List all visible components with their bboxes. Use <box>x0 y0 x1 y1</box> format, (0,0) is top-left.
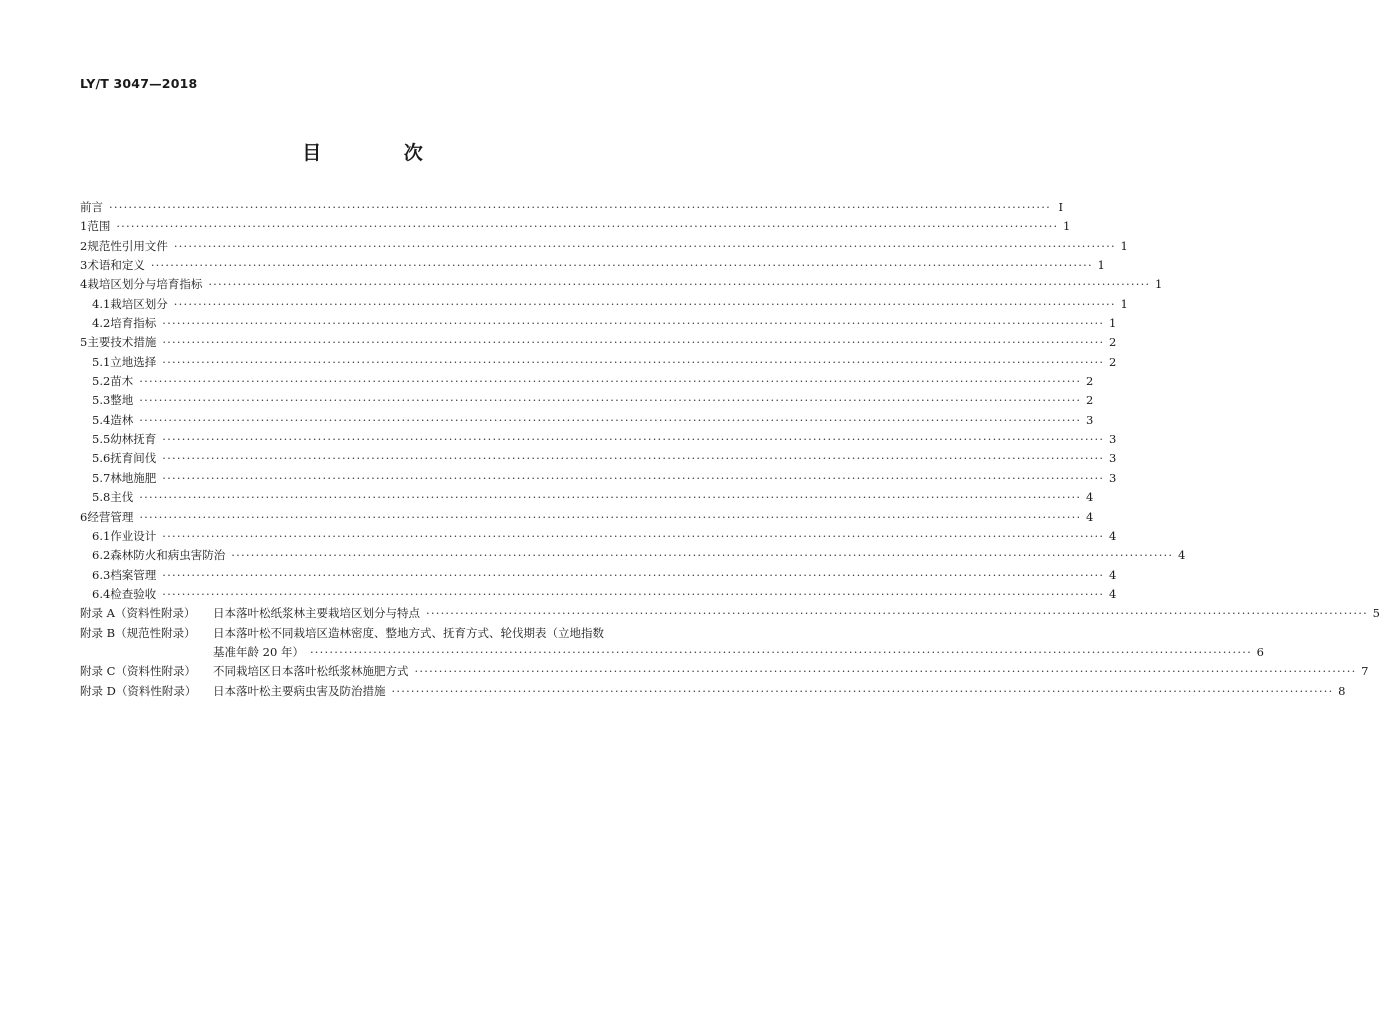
toc-entry-title: 栽培区划分 <box>110 296 168 311</box>
appendix-body <box>213 662 1368 681</box>
toc-entry-title: 立地选择 <box>110 354 157 369</box>
toc-entry-page: 4 <box>1085 490 1094 505</box>
toc-entry[interactable] <box>80 527 1117 546</box>
standard-code: LY/T 3047—2018 <box>80 76 198 91</box>
toc-entry-number: 6 <box>80 509 88 524</box>
toc-entry-page: 4 <box>1177 548 1186 563</box>
toc-entry-number: 3 <box>80 258 88 273</box>
toc-entry-title: 主伐 <box>110 490 134 505</box>
appendix-title: 日本落叶松不同栽培区造林密度、整地方式、抚育方式、轮伐期表（立地指数 <box>213 625 604 640</box>
appendix-body <box>213 624 1264 663</box>
toc-entry[interactable] <box>80 566 1117 585</box>
appendix-title: 基准年龄 20 年） <box>213 644 304 659</box>
toc-entry-page: 4 <box>1108 567 1117 582</box>
appendix-page: 5 <box>1372 606 1380 621</box>
toc-entry[interactable] <box>80 198 1063 217</box>
dot-leader <box>162 314 1104 333</box>
appendix-page: 6 <box>1256 644 1264 659</box>
dot-leader <box>174 237 1116 256</box>
dot-leader <box>139 372 1081 391</box>
toc-entry-page: 4 <box>1108 586 1117 601</box>
toc-entry-title: 范围 <box>87 219 111 234</box>
toc-entry[interactable] <box>80 411 1094 430</box>
dot-leader <box>139 411 1081 430</box>
toc-entry-page: 2 <box>1085 374 1094 389</box>
table-of-contents <box>80 198 1380 701</box>
toc-entry-number: 1 <box>80 219 88 234</box>
toc-entry[interactable] <box>80 275 1163 294</box>
toc-entry-title: 作业设计 <box>110 528 157 543</box>
toc-entry-title: 检查验收 <box>110 586 157 601</box>
toc-entry-page: 3 <box>1108 470 1117 485</box>
toc-entry-page: 4 <box>1085 509 1094 524</box>
toc-entry-page: Ⅰ <box>1058 200 1063 214</box>
toc-entry[interactable] <box>80 256 1105 275</box>
toc-entry[interactable] <box>80 333 1117 352</box>
appendix-body <box>213 604 1380 623</box>
toc-entry-number: 6.1 <box>92 528 111 543</box>
appendix-entry[interactable] <box>80 682 1346 701</box>
toc-entry[interactable] <box>80 237 1128 256</box>
page-title: 目 次 <box>302 142 461 164</box>
dot-leader <box>310 643 1252 662</box>
toc-entry-number: 6.3 <box>92 567 111 582</box>
toc-entries <box>80 198 1186 604</box>
dot-leader <box>426 604 1368 623</box>
toc-entry-number: 5.4 <box>92 412 111 427</box>
toc-entry[interactable] <box>80 391 1094 410</box>
toc-entry[interactable] <box>80 488 1094 507</box>
toc-entry-title: 森林防火和病虫害防治 <box>110 548 226 563</box>
toc-entry-number: 5.5 <box>92 432 111 447</box>
toc-entry-number: 5.6 <box>92 451 111 466</box>
dot-leader <box>109 198 1051 217</box>
toc-entry[interactable] <box>80 430 1117 449</box>
dot-leader <box>231 546 1173 565</box>
appendix-title: 日本落叶松纸浆林主要栽培区划分与特点 <box>213 606 420 621</box>
dot-leader <box>162 430 1104 449</box>
toc-entry[interactable] <box>80 217 1071 236</box>
toc-entry-number: 4 <box>80 277 88 292</box>
toc-entry[interactable] <box>80 295 1128 314</box>
toc-entry-title: 抚育间伐 <box>110 451 157 466</box>
appendix-tag: 附录 D（资料性附录） <box>80 683 197 698</box>
toc-entry[interactable] <box>80 314 1117 333</box>
dot-leader <box>208 275 1150 294</box>
toc-entry-number: 5 <box>80 335 88 350</box>
toc-entry[interactable] <box>80 469 1117 488</box>
toc-entry-number: 2 <box>80 238 88 253</box>
dot-leader <box>415 662 1357 681</box>
toc-entry-title: 培育指标 <box>110 316 157 331</box>
dot-leader <box>151 256 1093 275</box>
toc-entry-page: 3 <box>1085 412 1094 427</box>
appendix-line <box>213 662 1368 681</box>
dot-leader <box>116 217 1058 236</box>
appendix-page: 7 <box>1361 664 1369 679</box>
appendix-title: 不同栽培区日本落叶松纸浆林施肥方式 <box>213 664 409 679</box>
appendix-line <box>213 604 1380 623</box>
toc-entry[interactable] <box>80 353 1117 372</box>
appendix-entry[interactable] <box>80 662 1369 681</box>
toc-entry-page: 2 <box>1085 393 1094 408</box>
toc-entry-page: 1 <box>1120 296 1128 311</box>
toc-entry-title: 林地施肥 <box>110 470 157 485</box>
dot-leader <box>162 353 1104 372</box>
toc-entry-number: 4.1 <box>92 296 111 311</box>
toc-entry-page: 1 <box>1062 219 1071 234</box>
toc-entry-number: 5.2 <box>92 374 111 389</box>
toc-entry-title: 经营管理 <box>87 509 134 524</box>
appendix-tag: 附录 B（规范性附录） <box>80 625 196 640</box>
appendix-title: 日本落叶松主要病虫害及防治措施 <box>213 683 386 698</box>
toc-entry-page: 4 <box>1108 528 1117 543</box>
toc-entry-page: 1 <box>1154 277 1163 292</box>
appendix-line <box>213 682 1345 701</box>
dot-leader <box>392 682 1334 701</box>
dot-leader <box>139 488 1081 507</box>
toc-entry[interactable] <box>80 546 1186 565</box>
toc-appendices <box>80 604 1380 701</box>
dot-leader <box>162 566 1104 585</box>
appendix-page: 8 <box>1338 683 1346 698</box>
appendix-tag: 附录 A（资料性附录） <box>80 606 196 621</box>
toc-entry-title: 规范性引用文件 <box>87 238 168 253</box>
toc-entry-page: 3 <box>1108 432 1117 447</box>
toc-entry-title: 前言 <box>80 200 103 214</box>
dot-leader <box>174 295 1116 314</box>
toc-entry-title: 主要技术措施 <box>87 335 157 350</box>
dot-leader <box>162 333 1104 352</box>
toc-entry-page: 3 <box>1108 451 1117 466</box>
toc-entry[interactable] <box>80 585 1117 604</box>
toc-entry[interactable] <box>80 508 1094 527</box>
toc-entry-title: 苗木 <box>110 374 134 389</box>
toc-entry-title: 整地 <box>110 393 134 408</box>
appendix-tag: 附录 C（资料性附录） <box>80 664 196 679</box>
toc-entry-number: 6.2 <box>92 548 111 563</box>
dot-leader <box>162 469 1104 488</box>
dot-leader <box>162 585 1104 604</box>
toc-entry[interactable] <box>80 449 1117 468</box>
toc-entry-number: 5.7 <box>92 470 111 485</box>
toc-entry-title: 幼林抚育 <box>110 432 157 447</box>
appendix-entry[interactable] <box>80 604 1380 623</box>
toc-entry[interactable] <box>80 372 1094 391</box>
appendix-body <box>213 682 1345 701</box>
toc-entry-title: 档案管理 <box>110 567 157 582</box>
appendix-line <box>213 643 1264 662</box>
toc-entry-number: 5.1 <box>92 354 111 369</box>
toc-entry-title: 造林 <box>110 412 134 427</box>
toc-entry-number: 6.4 <box>92 586 111 601</box>
appendix-entry[interactable] <box>80 624 1264 663</box>
toc-entry-page: 1 <box>1097 258 1105 273</box>
toc-entry-page: 1 <box>1108 316 1117 331</box>
toc-entry-number: 4.2 <box>92 316 111 331</box>
dot-leader <box>139 508 1081 527</box>
dot-leader <box>162 449 1104 468</box>
toc-entry-title: 栽培区划分与培育指标 <box>87 277 203 292</box>
dot-leader <box>162 527 1104 546</box>
toc-entry-page: 2 <box>1108 354 1117 369</box>
toc-entry-number: 5.8 <box>92 490 111 505</box>
toc-entry-number: 5.3 <box>92 393 111 408</box>
toc-entry-page: 1 <box>1120 238 1128 253</box>
toc-entry-title: 术语和定义 <box>87 258 145 273</box>
dot-leader <box>139 391 1081 410</box>
toc-entry-page: 2 <box>1108 335 1117 350</box>
